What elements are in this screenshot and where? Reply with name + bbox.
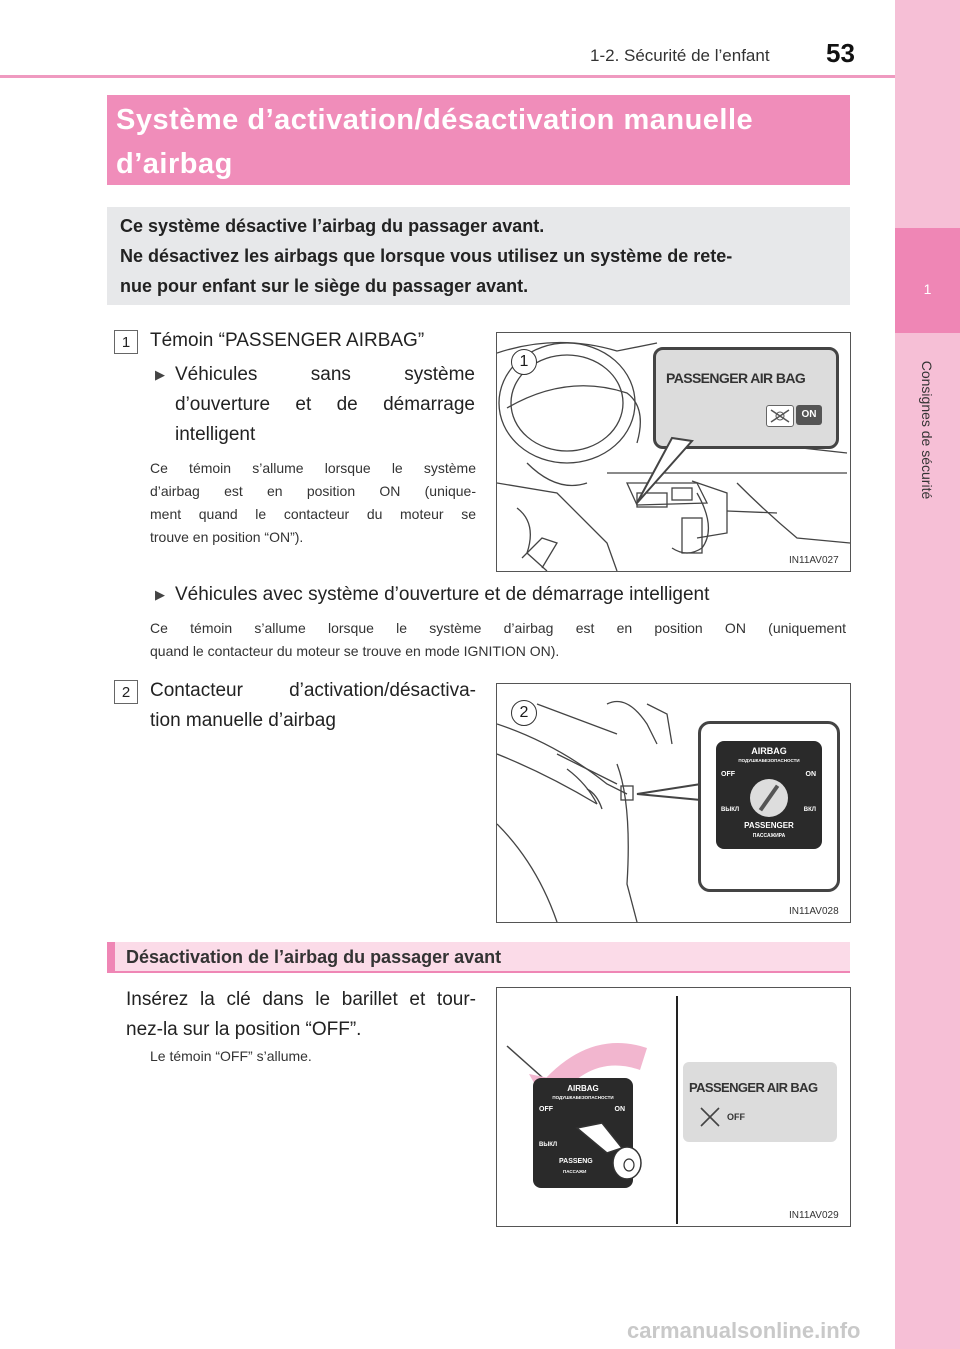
bullet-arrow-icon: ▶ (155, 367, 165, 382)
switch-label-airbag: AIRBAG (567, 1084, 599, 1093)
figure-3-code: IN11AV029 (789, 1210, 839, 1221)
switch-label-airbag: AIRBAG (751, 746, 787, 756)
item-2-title-line-2: tion manuelle d’airbag (150, 710, 336, 731)
subsection-heading: Désactivation de l’airbag du passager avant (126, 947, 502, 967)
bullet-arrow-icon: ▶ (155, 587, 165, 602)
section-2-text (126, 985, 476, 1045)
switch-label-on: ON (805, 771, 816, 778)
callout-2: 2 (511, 700, 537, 726)
note-1-line-3: ment quand le contacteur du moteur se (150, 506, 476, 522)
page-title (116, 98, 841, 186)
airbag-indicator-panel (683, 1062, 837, 1142)
chapter-number: 1 (923, 281, 932, 297)
switch-label-off-ru: ВЫКЛ (539, 1142, 558, 1148)
bullet-1-line-2: d’ouverture et de démarrage (175, 394, 475, 415)
chapter-label: Consignes de sécurité (919, 360, 935, 500)
bullet-1-line-1: Véhicules sans système (175, 364, 475, 385)
item-2-title (150, 676, 476, 736)
switch-label-on-ru: ВКЛ (803, 807, 816, 813)
switch-callout-panel (698, 721, 840, 892)
switch-label-off: OFF (721, 771, 735, 778)
bullet-1-line-3: intelligent (175, 424, 256, 445)
item-2-title-line-1: Contacteur d’activation/désactiva- (150, 680, 476, 701)
note-1-line-4: trouve en position “ON”). (150, 529, 304, 545)
chapter-side-tab (895, 0, 960, 1349)
key-slot-icon (759, 785, 779, 812)
intro-line-1: Ce système désactive l’airbag du passager avant. (120, 216, 545, 236)
header-rule (0, 75, 895, 78)
switch-label-airbag-ru: ПОДУШКАБЕЗОПАСНОСТИ (738, 758, 800, 763)
item-2-number: 2 (114, 680, 138, 704)
switch-label-off: OFF (539, 1106, 553, 1113)
item-1-title: Témoin “PASSENGER AIRBAG” (150, 330, 425, 351)
key-icon (567, 1108, 647, 1188)
intro-line-3: nue pour enfant sur le siège du passager avant. (120, 276, 529, 296)
note-1-line-1: Ce témoin s’allume lorsque le système (150, 460, 476, 476)
airbag-off-icon (699, 1106, 721, 1128)
on-indicator: ON (796, 405, 822, 425)
figure-3 (496, 987, 851, 1227)
switch-label-airbag-ru: ПОДУШКАБЕЗОПАСНОСТИ (552, 1095, 614, 1100)
figure-2 (496, 683, 851, 923)
panel-text: PASSENGER AIR BAG (689, 1080, 818, 1095)
section-2-line-1: Insérez la clé dans le barillet et tour- (126, 989, 476, 1010)
switch-label-passenger-ru: ПАССАЖИ (563, 1169, 587, 1174)
subsection-rule (107, 971, 850, 973)
item-1-number: 1 (114, 330, 138, 354)
note-1-line-2: d’airbag est en position ON (unique- (150, 483, 476, 499)
page-number: 53 (826, 38, 855, 68)
switch-label-passenger: PASSENG (559, 1158, 593, 1165)
switch-label-passenger-ru: ПАССАЖИРА (752, 833, 786, 839)
switch-label-on: ON (614, 1106, 625, 1113)
off-indicator: OFF (727, 1112, 745, 1122)
intro-line-2: Ne désactivez les airbags que lorsque vous utilisez un système de rete- (120, 246, 733, 266)
key-cylinder[interactable] (750, 779, 788, 817)
section-2-note: Le témoin “OFF” s’allume. (150, 1048, 312, 1064)
note-1 (150, 457, 476, 549)
figure-1-code: IN11AV027 (789, 555, 839, 566)
watermark: carmanualsonline.info (627, 1318, 861, 1343)
callout-pointer (497, 333, 850, 571)
switch-label-passenger: PASSENGER (744, 821, 794, 830)
note-2-line-1: Ce témoin s’allume lorsque le système d’airbag est en position ON (uniquement (150, 620, 846, 636)
title-line-2: d’airbag (116, 148, 233, 180)
subsection-accent (107, 942, 115, 972)
figure-1 (496, 332, 851, 572)
bullet-2-text: Véhicules avec système d’ouverture et de démarrage intelligent (175, 584, 710, 605)
switch-label-off-ru: ВЫКЛ (721, 807, 740, 813)
section-2-line-2: nez-la sur la position “OFF”. (126, 1019, 362, 1040)
figure-2-code: IN11AV028 (789, 906, 839, 917)
note-2-line-2: quand le contacteur du moteur se trouve en mode IGNITION ON). (150, 643, 560, 659)
panel-text: PASSENGER AIR BAG (666, 370, 806, 386)
bullet-1 (155, 360, 475, 450)
airbag-switch[interactable] (716, 741, 822, 849)
title-line-1: Système d’activation/désactivation manuelle (116, 104, 754, 136)
bullet-2 (155, 580, 710, 610)
section-label: 1-2. Sécurité de l’enfant (590, 46, 770, 65)
callout-1: 1 (511, 349, 537, 375)
note-2 (150, 617, 846, 663)
intro-text (120, 211, 840, 301)
